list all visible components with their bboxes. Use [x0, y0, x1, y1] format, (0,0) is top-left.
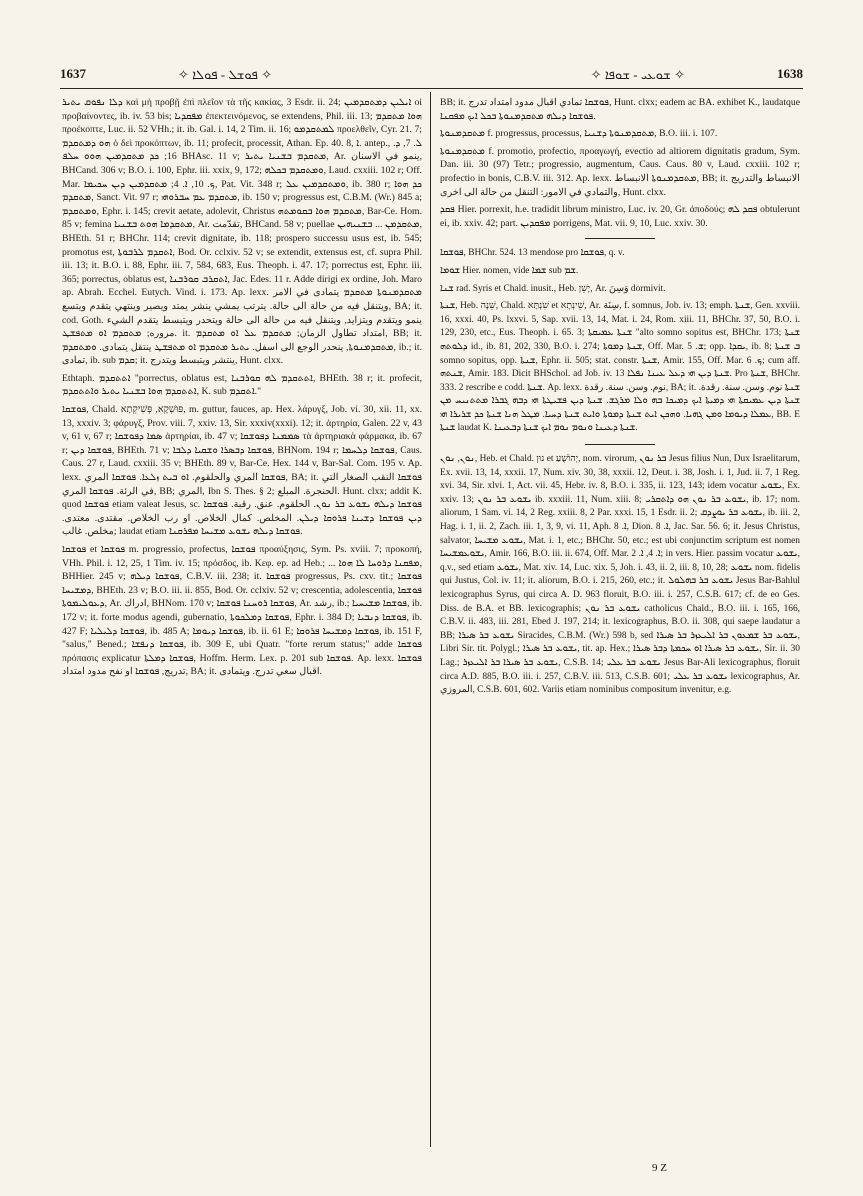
right-column — [440, 96, 800, 702]
dictionary-entry: ܫܢܬܐ, Heb. שֵׁנָה, Chald. שִׁנְתָּא et שֵׁינְתָא, Ar. سِنَة, f. somnus, Job. iv. 13; emph. ܫܢܬܐ, Gen. xxviii. 16, xxxi. 40, Ps. lxxvi. 5, Sap. xvii. 13, 14, Mat. i. 24, Rom. xiii. 11, BHChr. 37, 50, B.O. i. 129, 230, etc., Eus. Theoph. i. 65. 3; ܫܢܬܐ ܥܡܝܩܬܐ "alto somno sopitus est, BHChr. 173; ܫܢܬܐ ܕܠܘܬܗ id., ib. 81, 202, 330, B.O. i. 274; ܫܢܬܐ ܕܡܘܬܐ, Off. Mar. ܫ. 5; opp. ܝܩܕܐ, ib. 8; ܒ ܫܢܬܐ somno sopitus, opp. ܫܢܬܐ, Ephr. ii. 505; stat. constr. ܫܢܬܐ, Amir. 155, Off. Mar. ܟ. 6; cum aff. ܫܢܬܗ, Amir. 183. Dicit BHSchol. ad Job. iv. 13 ܫܢܬܐ ܕܝܢ ܗܝ ܕܥܠ ܥܝܢܐ ܢܦܠܐ. Pro ܫܢܬܐ, BHChr. 333. 2 rescribe e codd. ܫܢܬܐ. Ap. lexx. نوم. وسن. سنة. رقدة, BA; it. ܫܢܬܐ نوم. وسن. سنة. رقدة. ܫܢܬܐ ܕܝܢ ܥܡܝܩܬܐ ܗܝ ܕܡܝܬܐ ܐܝܟ ܕܡܝܟܐ ܒܗ ܘܠܐ ܡܪܓܫ. ܫܢܬܐ ܕܝܢ ܦܫܝܛܬܐ ܗܝ ܕܒܗ ܓܒܪܐ ܡܬܬܢܝܚ ܡܢ ܥܡܠܐ ܕܝܘܡܐ ܘܡܢ ܓܗܝܐ. ܘܗܟܢ ܐܝܬ ܫܢܬܐ ܕܡܘܬܐ ܘܐܝܬ ܫܢܬܐ ܕܚܝܐ. ܡܛܠ ܗܢܐ ܫܢܬܐ ܟܕ ܫܪܝܪܐ ܗܝ, BB. E ܫܢܬܐ laudat K. ܫܢܬܐ ܕܥܝܢܐ ܘܢܘܡ ܢܘܡ ܐܝܟ ܫܢܬܐ ܕܒܥܝܢܐ. — [440, 301, 801, 434]
right-running-headword: ✧ ܫܘܥܝ - ܫܘܦܐ ✧ — [590, 67, 685, 82]
left-page-number: 1637 — [60, 66, 86, 81]
dictionary-entry: Ethtaph. ܐܬܬܩܕܡ "porrectus, oblatus est, ܐܬܬܩܕܡ ܠܗ ܩܘܪܒܢܐ, BHEth. 38 r; it. profecit, ܐܬܬܩܕܡ ܗܘܐ ܒܫܢܝܐ ܝܬܝܪ ܘܐܬܬܩܕܡ, K. sub ܐܬܩܕܡ." — [62, 372, 422, 398]
left-column — [62, 96, 422, 683]
dictionary-entry: ܦܘܫܩܐ, BHChr. 524. 13 mendose pro ܦܘܫܩܐ, q. v. — [440, 248, 625, 259]
section-divider — [585, 238, 655, 239]
dictionary-entry: ܕܠܐ ܢܦܘܩ ܝܬܝܪ καὶ μὴ προβῇ ἐπὶ πλεῖον τὰ τῆς κακίας, 3 Esdr. ii. 24; ܐܝܠܝܢ ܕܡܬܩܕܡܝܢ οἱ προβαίνοντες, ib. iv. 53 bis; ܡܦܩܕܝܐ ἐπεκτεινόμενος, se extendens, Phil. iii. 13; ܗܘܐ ܡܬܩܕܡ προέκοπτε, Luc. ii. 52 VHh.; it. ib. Gal. i. 14, 2 Tim. ii. 16; ܠܡܬܩܕܡܘ προελθεῖν, Cyr. 21. 7; ܗܘ ܕܡܬܩܕܡ ὁ δεὶ προκόπτων, ib. 11; profecit, processit, Athan. Ep. 40. 8, ܐ. antep., ܠ. 7, ܕ. 16; ܟܕ ܡܬܩܕܡܝܢ ܗܘܘ ܚܠܦ BHAsc. 11 v; ܡܬܩܕܡ ܒܫܢܝܐ ܝܬܝܪ, Ar. ينمو في الاسنان, BHCand. 306 v; B.O. i. 100, Ephr. iii. xxix, 9, 172; ܘܡܬܩܕܡ ܒܟܠܗ, Laud. cxxiii. 102 r; Off. Mar. ܟ. 10, ܐ. 4; ܡܬܩܕܡܝܢ ܕܝܢ ܚܟܝܡܐ, Pat. Vit. 348 r; ܘܡܬܩܕܡܝܢ ܥܠ, ib. 380 r; ܟܕ ܗܘܐ ܡܬܩܕܡ, Sanct. Vit. 97 r; ܡܬܩܕܡ ܥܡ ܚܒܪܘܗܝ, ib. 150 v; progressus est, C.B.M. (Wr.) 845 a; ܘܡܬܩܕܡ, Ephr. i. 145; crevit aetate, adolevit, Christus ܡܬܩܕܡ ܗܘܐ ܒܩܘܡܬܗ, Bar-Ce. Hom. 85 v; femina ܡܬܩܕܡܐ ܗܘܬ ܒܫܢܝܐ, Ar. تقدّمت, BHCand. 58 v; puellae ܡܬܩܕܡܢ ... ܒܫܢܝܗܝܢ, BHEth. 51 r; BHChr. 114; crevit dignitate, ib. 118; prospero successu usus est, ib. 545; promotus est, ܐܬܩܕܡ ܠܪܒܘܬܐ, Bod. Or. cclxiv. 52 v; se extendit, extensus est, cf. supra Phil. iii. 13; it. B.O. i. 88, Ephr. iii. 7, 584, 683, Eus. Theoph. i. 47. 17; porrectus est, Ephr. iii. 365; porrectus, oblatus est, ܐܬܩܪܒ ܩܘܪܒܢܐ, Jac. Edes. 11 r. Adde dirigi ex ordine, Joh. Maro ap. Abrah. Ecchel. Eutych. Vind. i. 173. Ap. lexx. ܡܬܩܕܡܢܘܬܐ ܡܬܩܕܡ يتمادى في الامر ويتنقل فيه من حالة الى حالة. يترتب يمشي ينشر يمتد ويصير وينتهي يتقدم ويتسع, BA; it. cod. Goth. ينمو ويتقدم ويتزايد, ويتنقل فيه من حالة الى حالة ويتحدر ويتبسط يتقدم الشيء مروره; ܡܬܩܕܡ ܐܘ ܡܬܦܫܛ. it. امتداد تطاول الزمان; ܡܬܩܕܡ ܥܠ ܐܘ ܡܬܩܕܡ, BB; it. ܡܬܩܕܡܢܘܬܐ, ينحدر الوجع الى اسفل. ܝܬܝܪ ܡܬܩܕܡ ܐܘ ܡܬܦܫܛ ينتقل يتمادى. ܘܡܬܩܕܡ, ib.; it. تمادى, ib. sub ܩܕܡ; it. ينتشر ويتبسط ويتدرج, Hunt. clxx. — [62, 97, 423, 367]
dictionary-entry: ܫܘܡܐ Hier. nomen, vide ܫܡܐ sub ܫܡ. — [440, 265, 579, 276]
header-rule — [60, 88, 803, 89]
dictionary-entry: ܡܬܩܕܡܢܘܬܐ f. progressus, processus, ܡܬܩܕܡܢܘܬܐ ܕܫܢܝܐ, B.O. iii. i. 107. — [440, 128, 718, 140]
dictionary-entry: ܦܩܕ Hier. porrexit, h.e. tradidit librum ministro, Luc. iv. 20, Gr. ἀποδούς; ܦܩܕ ܠܗ obtulerunt ei, ib. xxiv. 42; part. ܡܦܩܕܝܢ porrigens, Mat. vii. 9, 10, Luc. xxiv. 30. — [440, 204, 800, 229]
column-divider — [430, 92, 431, 1147]
dictionary-entry: ܦܘܫܩܐ, Chald. פּוּשְׁקָא, פְּשִׁיקְתָא, m. guttur, fauces, ap. Hex. λάρυγξ, Job. vi. 30, xii. 11, xx. 13, xxxiv. 3; φάρυγξ, Prov. viii. 7, xxiv. 13, Sir. xxxiv(xxxi). 12; it. ἀρτηρία, Galen. 22 v, 43 v, 61 v, 67 r; ܣܡܐ ܕܦܘܫܩܐ ἀρτηρίαι, ib. 47 v; ܣܡܡܢܐ ܕܦܘܫܩܐ τὰ ἀρτηριακὰ φάρμακα, ib. 67 r; ܦܘܫܩܐ ܕܝܢ, BHEth. 71 v; ܦܘܫܩܐ ܕܒܣܪܐ ܘܫܩܝܐ ܕܠܒܐ, BHNom. 194 r; ܦܘܫܩܐ ܕܠܚܡܐ, Caus. Caus. 27 r, Laud. cxxiii. 35 v; BHEth. 89 v, Bar-Ce. Hex. 144 v, Bar-Sal. Com. 195 v. Ap. lexx. ܦܘܫܩܐ المري والحلقوم. ܐܘ ܒܝܬ ܙܠܥܐ. ܦܘܫܩܐ المري, BA; it. ܦܘܫܩܐ النقب الصغار التي في الرئة. ܦܘܫܩܐ المري, BB; المري, Ibn S. Thes. § 2; الحنجرة. المبلع. Hunt. clxx; addit K. quod ܦܘܫܩܐ etiam valeat Jesus, sc. ܦܘܫܩܐ ܕܝܠܗ ܝܫܘܥ ܒܪ ܢܘܢ. الحلقوم. عنق. رقبة. ܦܘܫܩܐ ܕܝܢ ܦܘܫܩܐ ܕܫܝܢܐ ܦܪܘܩܐ ܕܝܠܢ. المخلص. كمال الخلاص. او رب الخلاص. مقتدى. معتدى. مخلص. غالب; laudat etiam ܦܘܫܩܐ ܕܝܠܗ ܝܫܘܥ ܡܫܝܚܐ ܡܦܪܩܢܐ. — [62, 404, 423, 538]
left-running-headword: ✧ ܦܘܫܠ - ܦܘܠܐ ✧ — [178, 67, 273, 82]
dictionary-entry: ܦܘܫܩܐ et ܦܘܫܩܐ m. progressio, profectus, ܦܘܫܩܐ προαύξησις, Sym. Ps. xviii. 7; προκοπή, VHh. Phil. i. 12, 25, 1 Tim. iv. 15; πρόσδος, ib. Κεφ. ep. ad Heb.; ... ܡܦܩܢܐ ܕܪܘܚܐ ܠܐ ܗܘܐ, BHHier. 245 v; ܦܘܫܩܐ ܕܝܠܗ, C.B.V. iii. 238; it. ܦܘܫܩܐ progressus, Ps. cxv. tit.; ܦܘܫܩܐ ܕܡܫܝܚܐ, BHEth. 23 v; B.O. iii. ii. 855, Bod. Or. cclxiv. 52 v; crescentia, adolescentia, ܦܘܫܩܐ ܕܥܘܠܝܡܘܬܐ, Ar. ادراك, BHNom. 170 v; ܦܘܫܩܐ ܪܘܚܢܐ ܦܘܫܩܐ, Ar. رشد, ib.; ܦܘܫܩܐ ܡܫܝܚܝܐ, ib. 172 v; it. forte modus agendi, gubernatio, ܦܘܫܩܐ ܕܡܠܟܘܬܐ, Ephr. i. 384 D; ܦܘܫܩܐ ܕܢܒܝܐ, ib. 427 F; ܦܘܫܩܐ ܕܠܝܠܝܐ, ib. 485 A; ܦܘܫܩܐ ܕܝܘܡܐ, ib. ii. 61 E; ܦܘܫܩܐ ܕܡܫܝܚܐ ܦܪܘܩܐ, ib. 151 F, "salus," Bened.; ܦܘܫܩܐ ܕܢܦܫܐ, ib. 309 E, ubi Quatr. "forte rerum status;" adde ܦܘܫܩܐ πρόπασις explicatur ܦܘܫܩܐ ܕܡܠܬܐ, Hoffm. Herm. Lex. p. 201 sub ܦܘܫܩܐ. Ap. lexx. ܦܘܫܩܐ تدريج, ܦܘܫܩܐ او نفح مدود امتداد, BA; it. اقبال سعي تدرج. ويتمادى. — [62, 544, 423, 678]
section-divider — [585, 444, 655, 445]
right-page-number: 1638 — [777, 66, 803, 81]
dictionary-entry: ܢܘܢ, ܢܘܢ, Heb. et Chald. נוּן et יְהוֹשֻׁעַ, nom. virorum, ܒܪ ܢܘܢ Jesus filius Nun, Dux Israelitarum, Ex. xvii. 13, 14, xxxii. 17, Num. xiv. 30, 38, xxxii. 12, Deut. i. 38, Josh. i. 1, Jud. ii. 7, 1 Reg. xvi. 34, Sir. xlvi. 1, Act. vii. 45, Hebr. iv. 8, B.O. i. 335, ii. 123, 143; idem vocatur ܝܫܘܥ, Ex. xxiv. 13; ܝܫܘܥ ܒܪ ܢܘܢ ib. xxxiii. 11, Num. xiii. 8; ܝܫܘܥ ܒܪ ܢܘܢ ܗܘ ܕܐܬܩܪܝ, ib. 17; nom. aliorum, 1 Sam. vi. 14, 2 Reg. xxiii. 8, 2 Par. xxxi. 15, 1 Esdr. ii. 2; ܝܫܘܥ ܒܪ ܝܘܨܕܩ, ib. iii. 2, Hag. i. 1, ii. 2, Zach. iii. 1, 3, 9, vi. 11, Aph. ܐ. 8, Dion. ܐ. 8, Jac. Sar. 56. 6; it. Jesus Christus, salvator, ܝܫܘܥ ܡܫܝܚܐ, Mat. i. 1, etc.; BHChr. 50, etc.; est ubi conjunctim scriptum est nomen ܝܫܘܥܡܫܝܚܐ, Amir. 166, B.O. iii. ii. 674, Off. Mar. ܐ. 4, ܐ. 2; in vers. Hier. passim vocatur ܝܫܘܥ, q.v., sed etiam ܝܫܘܥ, Mat. xiv. 14, Luc. xix. 5, Joh. i. 43, ii. 2, iii. 8, 10, 28; ܝܫܘܥ nom. fidelis qui Justus, Col. iv. 11; it. aliorum, B.O. i. 215, 260, etc.; it. ܝܫܘܥ ܒܪ ܒܗܠܘܠ Jesus Bar-Bahlul lexicographus Syrus, qui circa A. D. 963 floruit, B.O. iii. i. 257, C.S.B. 617; cf. de eo Ges. Diss. de B.A. et BB. lexicographis; ܝܫܘܥ ܒܪ ܢܘܢ catholicus Chald., B.O. iii. i. 165, 166, C.B.V. ii. 483, iii. 281, Ebed J. 197, 214; it. lexicographus, B.O. ii. 308, qui saepe laudatur a BB; ܝܫܘܥ ܒܪ ܣܝܪܐ Siracides, C.B.M. (Wr.) 598 b, sed ܝܫܘܥ ܒܪ ܫܡܥܘܢ ܒܪ ܐܠܝܥܙܪ ܒܪ ܣܝܪܐ, Libri Sir. tit. Polygl.; ܝܫܘܥ ܒܪ ܣܝܪܐ, tit. ap. Hex.; ܝܫܘܥ ܒܪ ܣܝܪܐ ܐܘ ܚܟܡܬܐ ܕܒܪ ܣܝܪܐ, Sir. ii. 30 Lag.; ܝܫܘܥ ܒܪ ܣܝܪܐ ܒܪ ܐܠܝܥܙܪ, C.S.B. 14; ܝܫܘܥ ܒܪ ܥܠܝ Jesus Bar-Ali lexicographus, floruit circa A.D. 885, B.O. iii. i. 257, C.B.V. iii. 513, C.S.B. 601; ܝܫܘܥ ܒܪ ܥܠܝ lexicographus, Ar. المروزي, C.S.B. 601, 602. Variis etiam nominibus compositum invenitur, e.g. — [440, 454, 801, 696]
dictionary-entry: BB; it. ܦܘܫܩܐ تمادي اقبال مدود امتداد تدرج, Hunt. clxx; eadem ac BA. exhibet K., laudatque ܦܘܫܩܐ ܕܝܠܗ ܡܬܩܕܡܢܘܬܐ ܒܟܠ ܐܝܟ ܡܦܩܢܐ. — [440, 97, 801, 122]
dictionary-entry: ܡܬܩܕܡܢܘܬܐ f. promotio, profectio, προαγωγή, evectio ad altiorem dignitatis gradum, Sym. Dan. iii. 30 (97) Tetr.; progressio, augmentum, Caus. Caus. 80 v, Laud. cxxiii. 102 r; profectio in bonis, C.B.V. iii. 312. Ap. lexx. ܡܬܩܕܡܢܘܬܐ الانبساط, BB; it. الانبساط والتدريج والتمادي في الامور: التنقل من حالة الى اخرى, Hunt. clxx. — [440, 145, 800, 198]
page-header — [60, 66, 803, 88]
signature-mark: 9 Z — [652, 1162, 667, 1174]
dictionary-entry: ܫܢܐ rad. Syris et Chald. inusit., Heb. יָשֵׁן, Ar. وَسِنَ dormivit. — [440, 283, 666, 294]
